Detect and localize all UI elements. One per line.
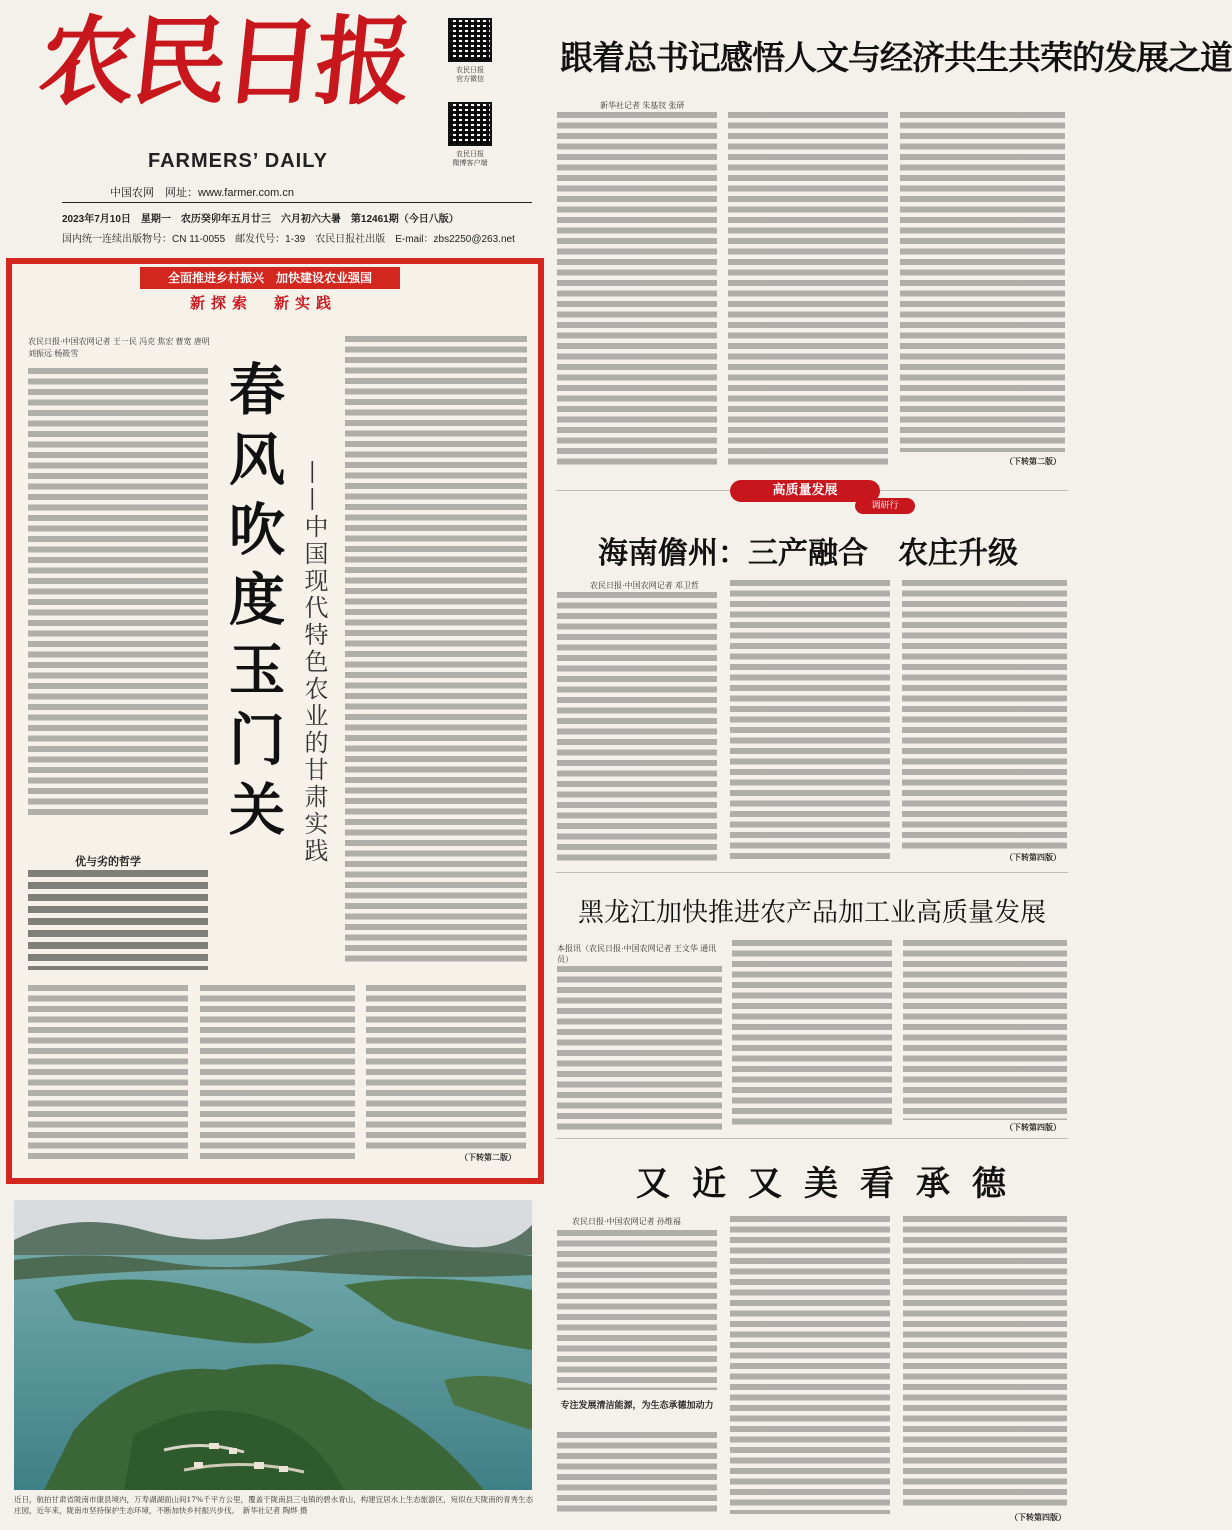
chengde-col-2 (730, 1216, 890, 1514)
chengde-headline[interactable]: 又近又美看承德 (636, 1164, 1028, 1204)
hlj-col-1 (557, 966, 722, 1131)
chengde-continued[interactable]: （下转第四版） (1010, 1513, 1066, 1522)
feature-title[interactable]: 春风吹度玉门关 (220, 360, 286, 850)
feature-lead (28, 870, 208, 970)
feature-col-4 (28, 985, 188, 1160)
chengde-col-1b (557, 1432, 717, 1512)
top-story-continued[interactable]: （下转第二版） (1005, 457, 1061, 466)
feature-col-1 (28, 368, 208, 818)
registration-line: 国内统一连续出版物号：CN 11-0055 邮发代号：1-39 农民日报社出版 E-mail：zbs2250@263.net (62, 234, 515, 245)
hlj-continued[interactable]: （下转第四版） (1005, 1123, 1061, 1132)
feature-banner: 全面推进乡村振兴 加快建设农业强国 (140, 267, 400, 289)
lake-aerial-photo[interactable] (14, 1200, 532, 1490)
top-story-col-1 (557, 112, 717, 467)
feature-section-head: 优与劣的哲学 (75, 855, 141, 868)
wechat-qr-icon[interactable] (448, 18, 492, 62)
hlj-byline: 本报讯（农民日报·中国农网记者 王文华 通讯员） (557, 944, 717, 964)
masthead-title-cn: 农民日报 (34, 5, 414, 118)
feature-col-3 (345, 336, 527, 966)
hainan-badge-sub: 调研行 (855, 498, 915, 514)
hainan-byline: 农民日报·中国农网记者 邓卫哲 (590, 581, 699, 590)
top-story-byline: 新华社记者 朱基钗 张研 (600, 101, 685, 110)
masthead-title-en: FARMERS’ DAILY (148, 150, 328, 172)
feature-byline: 农民日报·中国农网记者 王一民 冯克 焦宏 曹宽 唐明 刘振远 杨筱雪 (28, 337, 210, 358)
feature-col-6 (366, 985, 526, 1150)
top-story-col-2 (728, 112, 888, 467)
hlj-headline[interactable]: 黑龙江加快推进农产品加工业高质量发展 (578, 898, 1047, 928)
hainan-col-1 (557, 592, 717, 862)
hainan-col-2 (730, 580, 890, 862)
hainan-headline[interactable]: 海南儋州：三产融合 农庄升级 (598, 536, 1018, 571)
photo-caption: 近日，航拍甘肃省陇南市康县境内，万寿湖湖面山间17%千平方公里，覆盖于陇南县三屯镇的碧水青山，构建宜居水上生态旅游区，宛似在天陇南的青秀生态庄园，近年来，陇南市坚持保护生态环境，不断加快乡村振兴步伐。 新华社记者 陶烨 摄 (14, 1495, 534, 1515)
date-line: 2023年7月10日 星期一 农历癸卯年五月廿三 六月初六大暑 第12461期（今日八版） (62, 214, 459, 225)
feature-continued[interactable]: （下转第二版） (460, 1153, 516, 1162)
chengde-divider (556, 1138, 1068, 1139)
top-story-col-3 (900, 112, 1065, 452)
qr1-caption: 农民日报 官方微信 (456, 67, 484, 83)
hainan-continued[interactable]: （下转第四版） (1005, 853, 1061, 862)
chengde-col-3 (903, 1216, 1067, 1506)
masthead-rule (62, 202, 532, 203)
feature-sub-banner: 新探索 新实践 (190, 294, 338, 312)
hlj-divider (556, 872, 1068, 873)
qr2-caption: 农民日报 微博客户端 (452, 151, 488, 167)
feature-subtitle: ——中国现代特色农业的甘肃实践 (300, 460, 328, 865)
hlj-col-3 (903, 940, 1067, 1120)
chengde-col-1 (557, 1230, 717, 1390)
hainan-badge: 高质量发展 (730, 480, 880, 502)
chengde-byline: 农民日报·中国农网记者 孙维福 (572, 1217, 681, 1226)
hainan-col-3 (902, 580, 1067, 850)
hlj-col-2 (732, 940, 892, 1125)
chengde-section-head: 专注发展清洁能源，为生态承德加动力 (560, 1401, 714, 1411)
feature-col-5 (200, 985, 355, 1160)
weibo-qr-icon[interactable] (448, 102, 492, 146)
masthead-website: 中国农网 网址：www.farmer.com.cn (110, 187, 294, 199)
top-story-headline[interactable]: 跟着总书记感悟人文与经济共生共荣的发展之道 (560, 38, 1232, 77)
